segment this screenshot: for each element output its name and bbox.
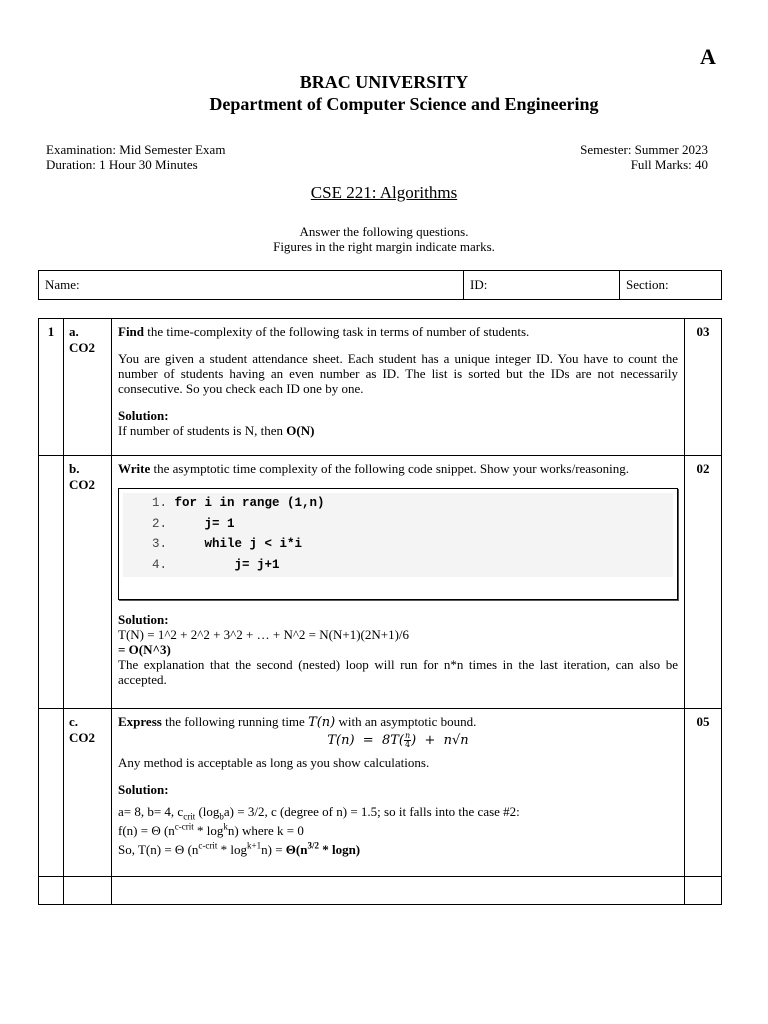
question-table [38,318,722,905]
part-body [112,319,685,456]
method-note: Any method is acceptable as long as you show calculations. [118,755,430,770]
solution-heading: Solution: [118,782,169,797]
part-letter: c. [69,714,79,729]
code-line: 2. j= 1 [151,516,235,531]
full-marks-label: Full Marks: 40 [630,157,708,172]
part-body [112,456,685,709]
duration-label: Duration: 1 Hour 30 Minutes [46,157,198,172]
course-outcome: CO2 [69,340,95,355]
solution-heading: Solution: [118,408,169,423]
part-label [64,456,112,709]
semester-label: Semester: Summer 2023 [580,142,708,157]
marks: 05 [685,709,722,877]
name-label: Name: [45,277,80,292]
examination-label: Examination: Mid Semester Exam [46,142,226,157]
question-number: 1 [39,319,64,456]
recurrence-equation: T(n) = 8T( $\frac{n}{4}$ ) + n√n [327,731,469,749]
course-outcome: CO2 [69,730,95,745]
solution-heading: Solution: [118,612,169,627]
solution-line-3: So, T(n) = Θ $(n^{c-crit} * \log^{k+1}n) = \Theta(n^{3/2} * \log n)$ [118,840,361,857]
question-prompt: Find the time-complexity of the following task in terms of number of students. [118,324,530,339]
instruction-line-1: Answer the following questions. [299,224,469,239]
part-label [64,709,112,877]
question-part-a [39,319,722,456]
course-title: CSE 221: Algorithms [310,183,458,202]
solution-line-2: f(n) = Θ $(n^{c-crit} * \log^kn)$ where k = 0 [118,821,304,838]
part-letter: b. [69,461,80,476]
student-info-table [38,270,722,300]
course-outcome: CO2 [69,477,95,492]
name-field[interactable] [39,271,464,300]
department-name: Department of Computer Science and Engineering [209,94,599,114]
solution-line-1: a= 8, b= 4, $c_{crit}$ $(\log_ba) = 3/2$, c (degree of n) = 1.5; so it falls into the case #2: [118,804,520,822]
id-field[interactable] [464,271,620,300]
id-label: ID: [470,277,488,292]
part-body [112,709,685,877]
section-field[interactable] [620,271,722,300]
section-label: Section: [626,277,669,292]
question-part-c [39,709,722,877]
empty-row [39,877,722,905]
code-line: 4. j= j+1 [151,557,280,572]
question-prompt: Express the following running time T(n) with an asymptotic bound. [118,714,477,730]
question-part-b [39,456,722,709]
university-name: BRAC UNIVERSITY [299,72,469,92]
question-prompt: Write the asymptotic time complexity of the following code snippet. Show your works/reasoning. [118,461,630,476]
instruction-line-2: Figures in the right margin indicate marks. [273,239,495,254]
question-text: You are given a student attendance sheet. Each student has a unique integer ID. You have to count the number of students having an even number as ID. The list is sorted but the IDs are not necessarily consecutive. So you check each ID one by one. [118,351,678,396]
solution-text: T(N) = 1^2 + 2^2 + 3^2 + … + N^2 = N(N+1)(2N+1)/6 [118,627,410,642]
solution-text: If number of students is N, then O(N) [118,423,315,438]
part-letter: a. [69,324,79,339]
solution-note: The explanation that the second (nested) loop will run for n*n times in the last iteration, can also be accepted. [118,657,678,687]
solution-result: = O(N^3) [118,642,171,657]
code-line: 3. while j < i*i [151,537,303,551]
marks: 03 [685,319,722,456]
part-label [64,319,112,456]
question-set-label: A [700,44,716,69]
marks: 02 [685,456,722,709]
code-line: 1. for i in range (1,n) [151,496,325,510]
code-snippet [118,488,678,600]
